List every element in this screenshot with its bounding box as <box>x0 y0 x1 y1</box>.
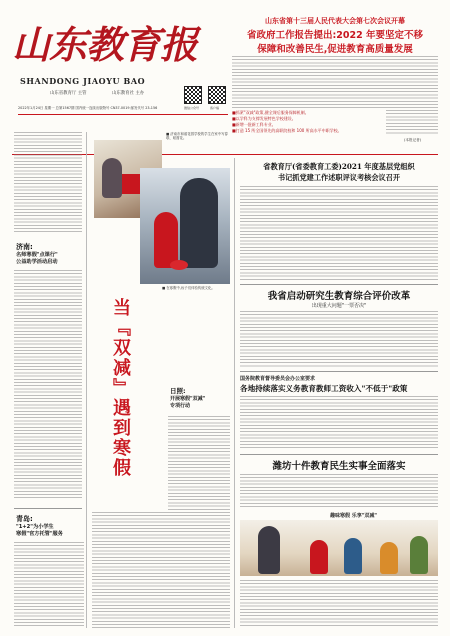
masthead-pinyin: SHANDONG JIAOYU BAO <box>20 76 146 86</box>
left-story1-body <box>14 270 82 500</box>
article1-title-1: 省教育厅(省委教育工委)2021 年度基层党组织 <box>263 162 415 171</box>
feature-photo-2 <box>140 168 230 284</box>
qr-label-wechat: 微信公众号 <box>184 106 200 110</box>
masthead-title: 山东教育报 <box>12 22 198 67</box>
feature-sidebar-subtitle: 开展寒假"双减" 专项行动 <box>170 396 206 409</box>
left-intro-body <box>14 132 82 232</box>
article1-title-2: 书记抓党建工作述职评议考核会议召开 <box>277 173 401 182</box>
left-story2-title: 青岛: <box>16 515 33 523</box>
red-lantern <box>170 260 188 270</box>
bullet-item: ■以学科为支撑发展特色学校建设。 <box>232 116 296 121</box>
article4-photo-note <box>240 580 438 628</box>
adult-figure <box>180 178 218 268</box>
feature-sidebar-city: 日照: <box>170 387 186 395</box>
article2-subtitle: 出现重大问题"一票否决" <box>311 303 367 309</box>
top-story-credit: (本报记者) <box>404 138 422 142</box>
article-divider <box>240 371 438 372</box>
left-story2-subtitle: "1+2"为小学生 寒假"官方托管"服务 <box>16 524 63 537</box>
feature-body <box>92 512 230 628</box>
child-figure <box>410 536 428 574</box>
article3-title: 各地持续落实义务教育教师工资收入"不低于"政策 <box>240 384 408 393</box>
child-figure <box>310 540 328 574</box>
article4-title: 潍坊十件教育民生实事全面落实 <box>272 461 406 472</box>
left-story1-title: 济南: <box>16 243 33 251</box>
child-figure <box>380 542 398 574</box>
article3-body <box>240 396 438 450</box>
left-divider <box>14 508 82 509</box>
top-story-bullets <box>232 110 382 134</box>
qr-code-wechat <box>184 86 202 104</box>
masthead-sponsor: 山东省教育厅 主管 <box>50 91 87 96</box>
article4-body <box>240 474 438 508</box>
child-figure <box>344 538 362 574</box>
feature-photo-1-caption: ■ 济南市和谐花园学校的学生在家中写春联、贴窗花。 <box>166 132 228 141</box>
bullet-item: ■新增一批新工科专业。 <box>232 122 276 127</box>
child-figure <box>102 158 122 198</box>
feature-vertical-title: 当『双减』遇到寒假 <box>110 298 131 478</box>
top-story <box>232 16 438 152</box>
article-divider <box>240 284 438 285</box>
top-story-title-2: 保障和改善民生,促进教育高质量发展 <box>257 44 413 55</box>
masthead-publisher: 山东教育社 主办 <box>112 91 145 96</box>
column-rule-2 <box>234 158 235 628</box>
article-divider <box>240 454 438 455</box>
left-story2-body <box>14 542 84 628</box>
article4-photo <box>240 520 438 576</box>
bullet-item: ■抓紧"双减"政策,健全课后服务保障机制。 <box>232 110 309 115</box>
top-story-kicker: 山东省第十三届人民代表大会第七次会议开幕 <box>265 17 405 25</box>
top-story-title-1: 省政府工作报告提出:2022 年要坚定不移 <box>246 30 424 41</box>
qr-code-app <box>208 86 226 104</box>
column-rule-1 <box>86 132 87 628</box>
masthead-issue-line: 2022年1月24日 星期一 总第1567期 国内统一连续出版物号 CN37-0019 邮发代号 23-156 <box>18 106 158 110</box>
top-story-body <box>232 56 438 108</box>
masthead-rule <box>18 114 228 115</box>
feature-photo-2-caption: ■ 在寒假中,孩子们体验传统文化。 <box>162 286 215 290</box>
teacher-figure <box>258 526 280 574</box>
left-story1-subtitle: 名师寒假"点课行" 公益助学活动启动 <box>16 252 58 265</box>
article4-photo-caption: 趣味寒假 乐享"双减" <box>330 513 377 519</box>
article2-title: 我省启动研究生教育综合评价改革 <box>267 291 411 302</box>
top-story-body-right <box>386 110 438 134</box>
feature-sidebar-body <box>168 416 230 512</box>
article2-body <box>240 311 438 367</box>
qr-label-app: 客户端 <box>210 106 220 110</box>
bullet-item: ■打造 15 所全国领先的高职院校和 100 所高水平中职学校。 <box>232 128 342 133</box>
article3-kicker: 国务院教育督导委员会办公室要求 <box>240 376 316 382</box>
article1-body <box>240 186 438 280</box>
